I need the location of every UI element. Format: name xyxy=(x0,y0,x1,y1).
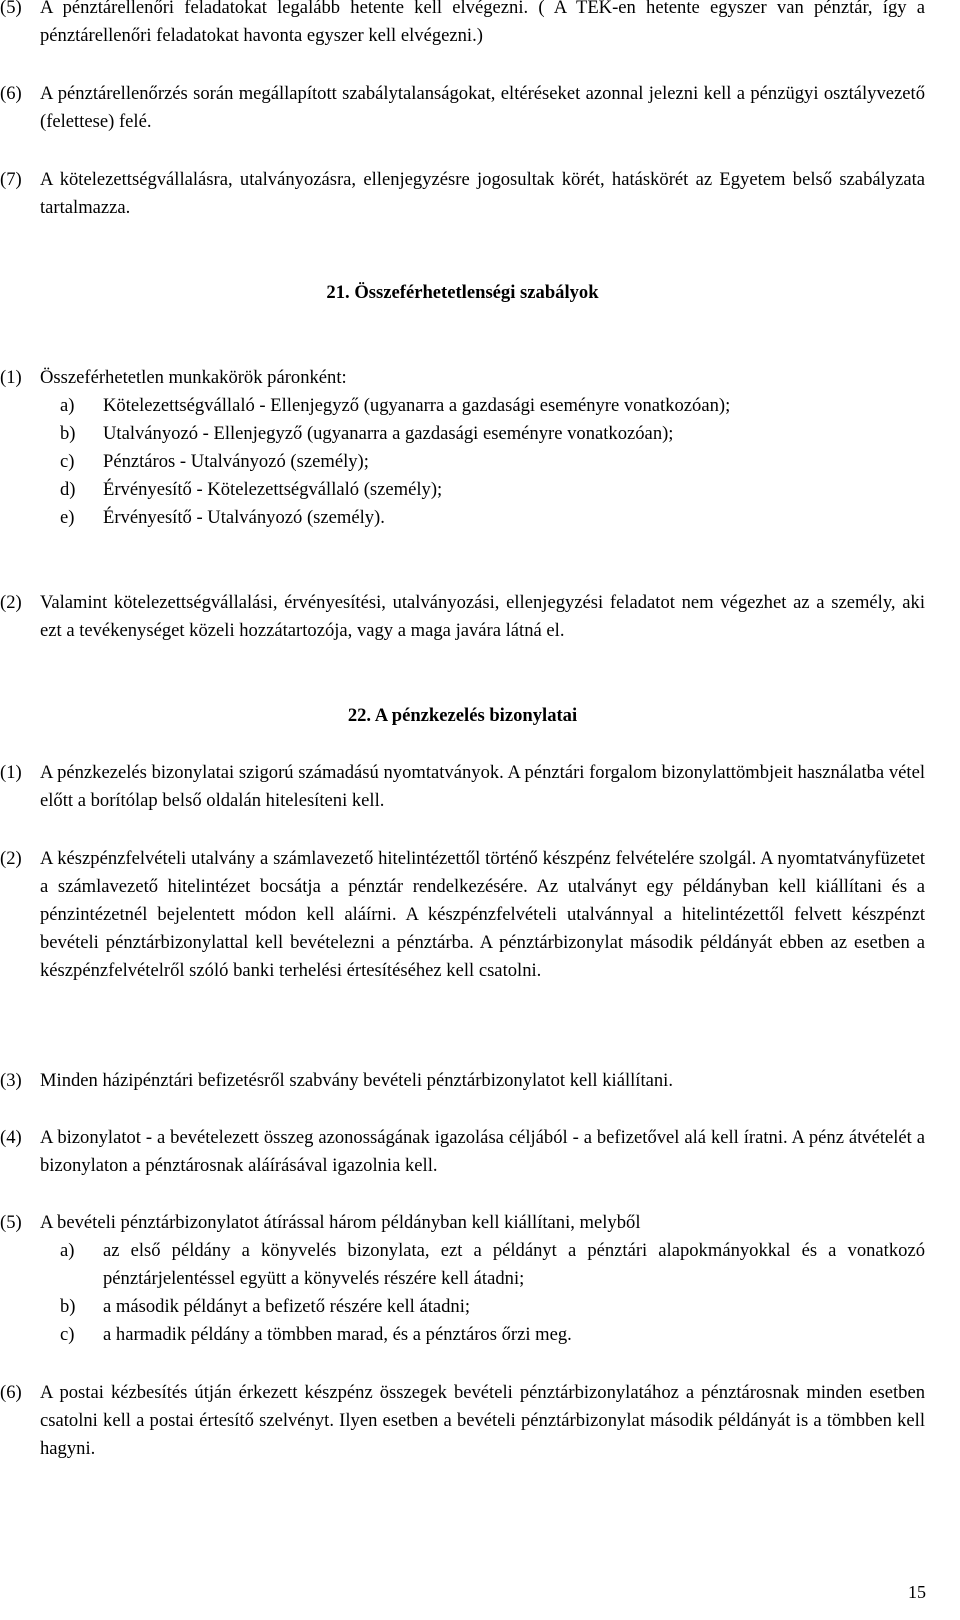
paragraph-text: A postai kézbesítés útján érkezett készpénz összegek bevételi pénztárbizonylatához a pénztárosnak minden esetben csatolni kell a postai értesítő szelvényt. Ilyen esetben a bevételi pénztárbizonylat második példányát is a tömbben kell hagyni. xyxy=(40,1382,925,1459)
paragraph-intro: Összeférhetetlen munkakörök páronként: xyxy=(40,367,347,388)
paragraph-text: Valamint kötelezettségvállalási, érvényesítési, utalványozási, ellenjegyzési feladatot nem végezhet az a személy, aki ezt a tevékenységet közeli hozzátartozója, vagy a maga javára látná el. xyxy=(40,592,925,641)
list-item-text: Kötelezettségvállaló - Ellenjegyző (ugyanarra a gazdasági eseményre vonatkozóan); xyxy=(103,395,731,416)
paragraph-number: (4) xyxy=(0,1127,22,1148)
paragraph-number: (1) xyxy=(0,762,22,783)
section-22-paragraph-4 xyxy=(0,1124,925,1180)
paragraph-text: A pénztárellenőri feladatokat legalább hetente kell elvégezni. ( A TEK-en hetente egyszer van pénztár, így a pénztárellenőri feladatokat havonta egyszer kell elvégezni.) xyxy=(40,0,925,46)
section-21-paragraph-2 xyxy=(0,589,925,645)
paragraph-text: A készpénzfelvételi utalvány a számlavezető hitelintézettől történő készpénz felvételére szolgál. A nyomtatványfüzetet a számlavezető hitelintézet bocsátja a pénztár rendelkezésére. Az utalványt egy példányban kell kiállítani és a pénzintézetnél bejelentett módon kell aláírni. A készpénzfelvételi utalvánnyal a hitelintézettől felvett készpénzt bevételi pénztárbizonylattal kell bevételezni a pénztárba. A pénztárbizonylat második példányát ebben az esetben a készpénzfelvételről szóló banki terhelési értesítéséhez kell csatolni. xyxy=(40,848,925,981)
section-21-heading: 21. Összeférhetetlenségi szabályok xyxy=(326,282,599,303)
list-item xyxy=(60,420,925,448)
list-item-text: a második példányt a befizető részére kell átadni; xyxy=(103,1296,471,1317)
paragraph-number: (2) xyxy=(0,592,22,613)
paragraph-text: A pénztárellenőrzés során megállapított szabálytalanságokat, eltéréseket azonnal jelezni kell a pénzügyi osztályvezető (felettese) felé. xyxy=(40,83,925,132)
list-item-text: Utalványozó - Ellenjegyző (ugyanarra a gazdasági eseményre vonatkozóan); xyxy=(103,423,674,444)
list-item xyxy=(60,392,813,420)
section-22-paragraph-3 xyxy=(0,1067,925,1095)
paragraph-text: Minden házipénztári befizetésről szabvány bevételi pénztárbizonylatot kell kiállítani. xyxy=(40,1070,673,1091)
section-22-paragraph-6 xyxy=(0,1379,925,1463)
paragraph-7-top xyxy=(0,166,925,222)
paragraph-number: (6) xyxy=(0,83,22,104)
list-item-label: d) xyxy=(60,479,76,500)
list-item-text: Érvényesítő - Utalványozó (személy). xyxy=(103,507,385,528)
paragraph-5-top xyxy=(0,0,925,50)
paragraph-number: (7) xyxy=(0,169,22,190)
section-22-paragraph-2 xyxy=(0,845,925,985)
paragraph-6-top xyxy=(0,80,925,136)
list-item xyxy=(60,1321,925,1349)
section-21-paragraph-1 xyxy=(0,364,925,532)
list-item-text: Pénztáros - Utalványozó (személy); xyxy=(103,451,369,472)
paragraph-text: A pénzkezelés bizonylatai szigorú számadású nyomtatványok. A pénztári forgalom bizonylattömbjeit használatba vétel előtt a borítólap belső oldalán hitelesíteni kell. xyxy=(40,762,925,811)
list-item-label: a) xyxy=(60,395,75,416)
section-22-paragraph-1 xyxy=(0,759,925,815)
list-item-label: c) xyxy=(60,451,75,472)
list-item xyxy=(60,476,925,504)
paragraph-text: A bizonylatot - a bevételezett összeg azonosságának igazolása céljából - a befizetővel alá kell íratni. A pénz átvételét a bizonylaton a pénztárosnak aláírásával igazolnia kell. xyxy=(40,1127,925,1176)
paragraph-number: (3) xyxy=(0,1070,22,1091)
paragraph-text: A kötelezettségvállalásra, utalványozásra, ellenjegyzésre jogosultak körét, hatáskörét az Egyetem belső szabályzata tartalmazza. xyxy=(40,169,925,218)
list-item-label: a) xyxy=(60,1240,75,1261)
list-item xyxy=(60,448,925,476)
paragraph-number: (6) xyxy=(0,1382,22,1403)
list-item-text: az első példány a könyvelés bizonylata, ezt a példányt a pénztári alapokmányokkal és a vonatkozó pénztárjelentéssel együtt a könyvelés részére kell átadni; xyxy=(103,1240,925,1289)
list-item-text: a harmadik példány a tömbben marad, és a pénztáros őrzi meg. xyxy=(103,1324,572,1345)
paragraph-number: (2) xyxy=(0,848,22,869)
list-item-label: b) xyxy=(60,1296,76,1317)
list-item xyxy=(60,504,925,532)
list-item-label: c) xyxy=(60,1324,75,1345)
paragraph-number: (5) xyxy=(0,1212,22,1233)
list-item xyxy=(60,1293,925,1321)
list-item-label: e) xyxy=(60,507,75,528)
list-item-text: Érvényesítő - Kötelezettségvállaló (személy); xyxy=(103,479,443,500)
section-22-heading: 22. A pénzkezelés bizonylatai xyxy=(347,705,578,726)
paragraph-intro: A bevételi pénztárbizonylatot átírással három példányban kell kiállítani, melyből xyxy=(40,1212,641,1233)
paragraph-number: (1) xyxy=(0,367,22,388)
paragraph-number: (5) xyxy=(0,0,22,18)
page-number: 15 xyxy=(908,1582,926,1602)
section-22-paragraph-5 xyxy=(0,1209,925,1349)
list-item xyxy=(60,1237,925,1293)
list-item-label: b) xyxy=(60,423,76,444)
